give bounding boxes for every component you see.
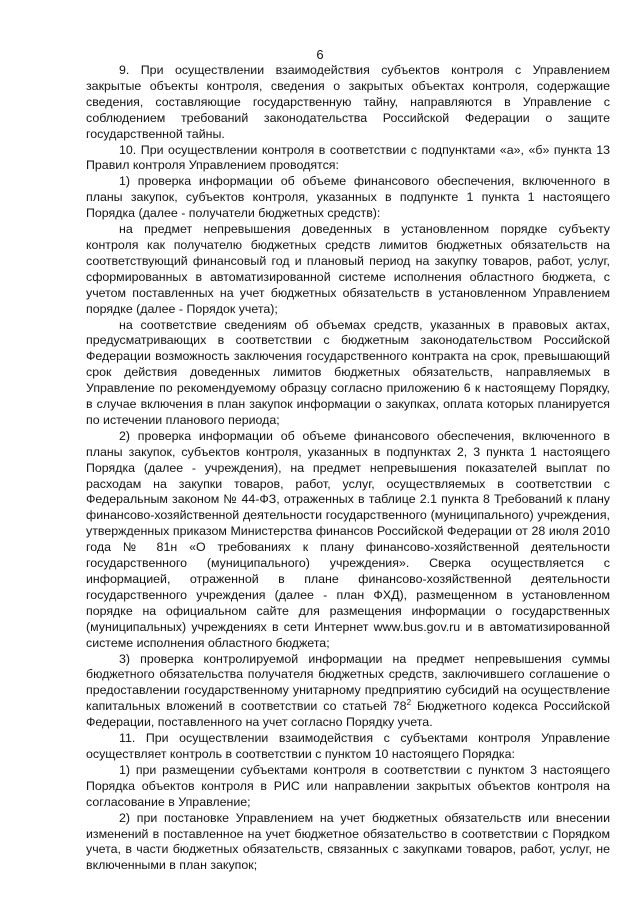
paragraph-10-1-a: на предмет непревышения доведенных в установленном порядке субъекту контроля как получателю бюджетных средств лимитов бюджетных обязательств на соответствующий финансовый год и плановый период на закупку товаров, работ, услуг, сформированных в автоматизированной системе исполнения областного бюджета, с учетом поставленных на учет бюджетных обязательств в установленном Управлением порядке (далее - Порядок учета);: [86, 222, 610, 316]
paragraph-10: 10. При осуществлении контроля в соответствии с подпунктами «а», «б» пункта 13 Правил контроля Управлением проводятся:: [86, 142, 610, 173]
paragraph-11-2: 2) при постановке Управлением на учет бюджетных обязательств или внесении изменений в поставленное на учет бюджетное обязательство в соответствии с Порядком учета, в части бюджетных обязательств, связанных с закупками товаров, работ, услуг, не включенными в план закупок;: [86, 810, 610, 873]
paragraph-10-1: 1) проверка информации об объеме финансового обеспечения, включенного в планы закупок, субъектов контроля, указанных в подпункте 1 пункта 1 настоящего Порядка (далее - получатели бюджетных средств):: [86, 174, 610, 221]
paragraph-11-1: 1) при размещении субъектами контроля в соответствии с пунктом 3 настоящего Порядка объектов контроля в РИС или направлении закрытых объектов контроля на согласование в Управление;: [86, 762, 610, 809]
paragraph-9: 9. При осуществлении взаимодействия субъектов контроля с Управлением закрытые объекты контроля, сведения о закрытых объектах контроля, содержащие сведения, составляющие государственную тайну, направляются в Управление с соблюдением требований законодательства Российской Федерации о защите государственной тайны.: [86, 63, 610, 141]
paragraph-10-3-text: 3) проверка контролируемой информации на предмет непревышения суммы бюджетного обязательства получателя бюджетных средств, заключившего соглашение о предоставлении государственному унитарному предприятию субсидий на осуществление капитальных вложений в соответствии со статьей 78: [86, 651, 610, 714]
paragraph-10-2: 2) проверка информации об объеме финансового обеспечения, включенного в планы закупок, субъектов контроля, указанных в подпунктах 2, 3 пункта 1 настоящего Порядка (далее - учреждения), на предмет непревышения показателей выплат по расходам на закупки товаров, работ, услуг, осуществляемых в соответствии с Федеральным законом № 44-ФЗ, отраженных в таблице 2.1 пункта 8 Требований к плану финансово-хозяйственной деятельности государственного (муниципального) учреждения, утвержденных приказом Министерства финансов Российской Федерации от 28 июля 2010 года № 81н «О требованиях к плану финансово-хозяйственной деятельности государственного (муниципального) учреждения». Сверка осуществляется с информацией, отраженной в плане финансово-хозяйственной деятельности государственного учреждения (далее - план ФХД), размещенном в установленном порядке на официальном сайте для размещения информации о государственных (муниципальных) учреждениях в сети Интернет www.bus.gov.ru и в автоматизированной системе исполнения областного бюджета;: [86, 428, 610, 650]
page-number: 6: [316, 47, 324, 62]
paragraph-10-3: [86, 652, 610, 732]
paragraph-10-3-tail: Бюджетного кодекса Российской Федерации, поставленного на учет согласно Порядку учета.: [86, 699, 610, 730]
document-body: [86, 63, 610, 874]
paragraph-10-1-b: на соответствие сведениям об объемах средств, указанных в правовых актах, предусматривающих в соответствии с бюджетным законодательством Российской Федерации возможность заключения государственного контракта на срок, превышающий срок действия доведенных лимитов бюджетных обязательств, направляемых в Управление по рекомендуемому образцу согласно приложению 6 к настоящему Порядку, в случае включения в план закупок информации о закупках, оплата которых планируется по истечении планового периода;: [86, 317, 610, 427]
footnote-mark: 2: [406, 698, 412, 708]
paragraph-11: 11. При осуществлении взаимодействия с субъектами контроля Управление осуществляет контроль в соответствии с пунктом 10 настоящего Порядка:: [86, 731, 610, 761]
